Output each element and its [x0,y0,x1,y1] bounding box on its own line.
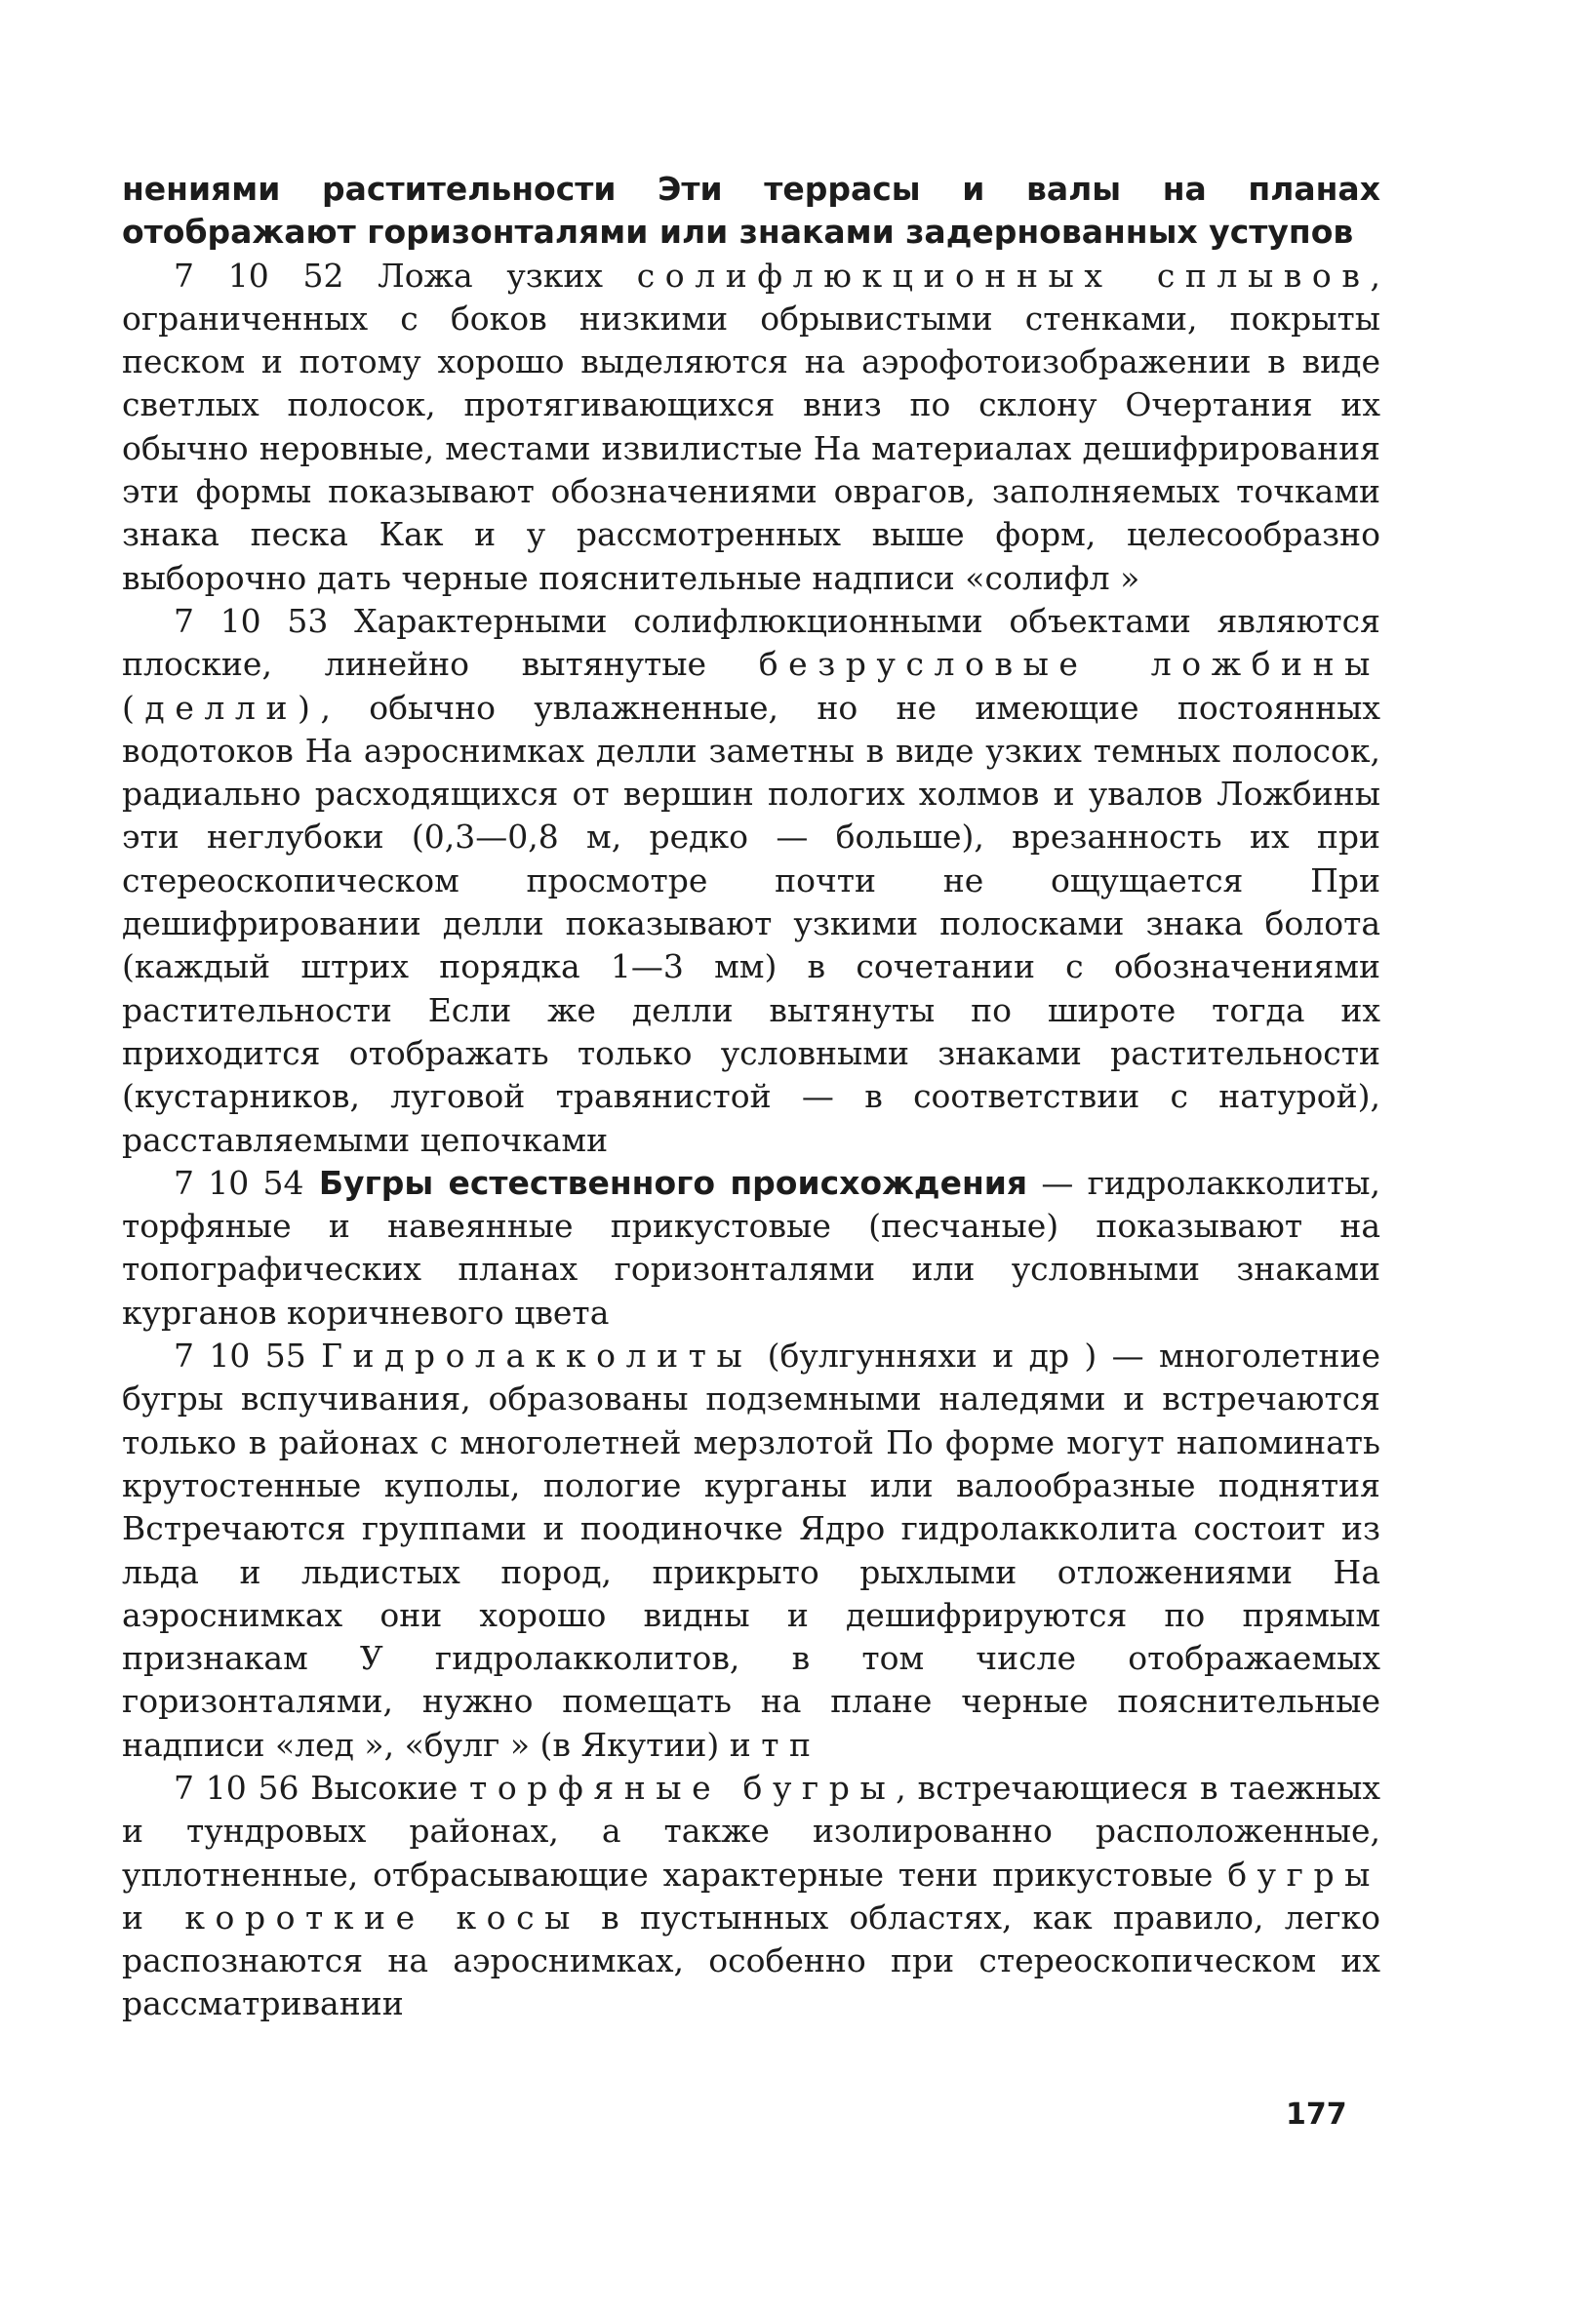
text-run-bold: Бугры естественного происхождения [303,1163,1028,1202]
paragraph-number: 7 10 52 [174,256,344,295]
paragraph-7-10-55 [122,1335,1380,1767]
text-run: , встречающиеся в таежных и тундровых районах, а также изолированно расположенные, уплотненные, отбрасывающие характерные тени прикустовые [122,1768,1380,1894]
text-run: , ограниченных с боков низкими обрывистыми стенками, покрыты песком и потому хорошо выделяются на аэрофотоизображении в виде светлых полосок, протягивающихся вниз по склону Очертания их обычно неровные, местами извилистые На материалах дешифрирования эти формы показывают обозначениями оврагов, заполняемых точками знака песка Как и у рассмотренных выше форм, целесообразно выборочно дать черные пояснительные надписи «солифл » [122,256,1380,597]
paragraph-number: 7 10 53 [174,601,329,640]
page-number: 177 [1286,2097,1347,2132]
paragraph-number: 7 10 54 [174,1163,304,1202]
paragraph-number: 7 10 56 [174,1768,299,1807]
paragraph-7-10-53 [122,600,1380,1162]
paragraph-number: 7 10 55 [174,1337,306,1376]
text-run: Ложа узких [343,256,637,295]
paragraph-7-10-52 [122,255,1380,600]
page-body [122,168,1380,2026]
text-run-spaced: бугры и короткие косы [122,1855,1380,1937]
text-run: нениями растительности Эти террасы и валы на планах отображают горизонталями или знаками задернованных уступов [122,170,1380,252]
text-run: — гидролакколиты, торфяные и навеянные прикустовые (песчаные) показывают на топографических планах горизонталями или условными знаками курганов коричневого цвета [122,1163,1380,1332]
text-run: Характерными солифлюкционными объектами являются плоские, линейно вытянутые [122,601,1380,684]
text-run: , обычно увлажненные, но не имеющие постоянных водотоков На аэроснимках делли заметны в виде узких темных полосок, радиально расходящихся от вершин пологих холмов и увалов Ложбины эти неглубоки (0,3—0,8 м, редко — больше), врезанность их при стереоскопическом просмотре почти не ощущается При дешифрировании делли показывают узкими полосками знака болота (каждый штрих порядка 1—3 мм) в сочетании с обозначениями растительности Если же делли вытянуты по широте тогда их приходится отображать только условными знаками растительности (кустарников, луговой травянистой — в соответствии с натурой), расставляемыми цепочками [122,688,1380,1159]
text-run [306,1337,321,1375]
paragraph-7-10-56 [122,1767,1380,2026]
text-run-spaced: безрусловые ложбины (делли) [122,645,1380,727]
text-run-spaced: торфяные бугры [469,1768,897,1807]
text-run: в пустынных областях, как правило, легко распознаются на аэроснимках, особенно при стереоскопическом их рассматривании [122,1898,1380,2023]
text-run-spaced: Гидролакколиты [321,1337,753,1376]
text-run-spaced: солифлюкционных сплывов [636,256,1371,295]
text-run: Высокие [299,1768,470,1807]
paragraph-continuation [122,168,1380,255]
text-run: (булгунняхи и др ) — многолетние бугры вспучивания, образованы подземными наледями и встречаются только в районах с многолетней мерзлотой По форме могут напоминать крутостенные куполы, пологие курганы или валообразные поднятия Встречаются группами и поодиночке Ядро гидролакколита состоит из льда и льдистых пород, прикрыто рыхлыми отложениями На аэроснимках они хорошо видны и дешифрируются по прямым признакам У гидролакколитов, в том числе отображаемых горизонталями, нужно помещать на плане черные пояснительные надписи «лед », «булг » (в Якутии) и т п [122,1337,1380,1764]
paragraph-7-10-54 [122,1162,1380,1335]
